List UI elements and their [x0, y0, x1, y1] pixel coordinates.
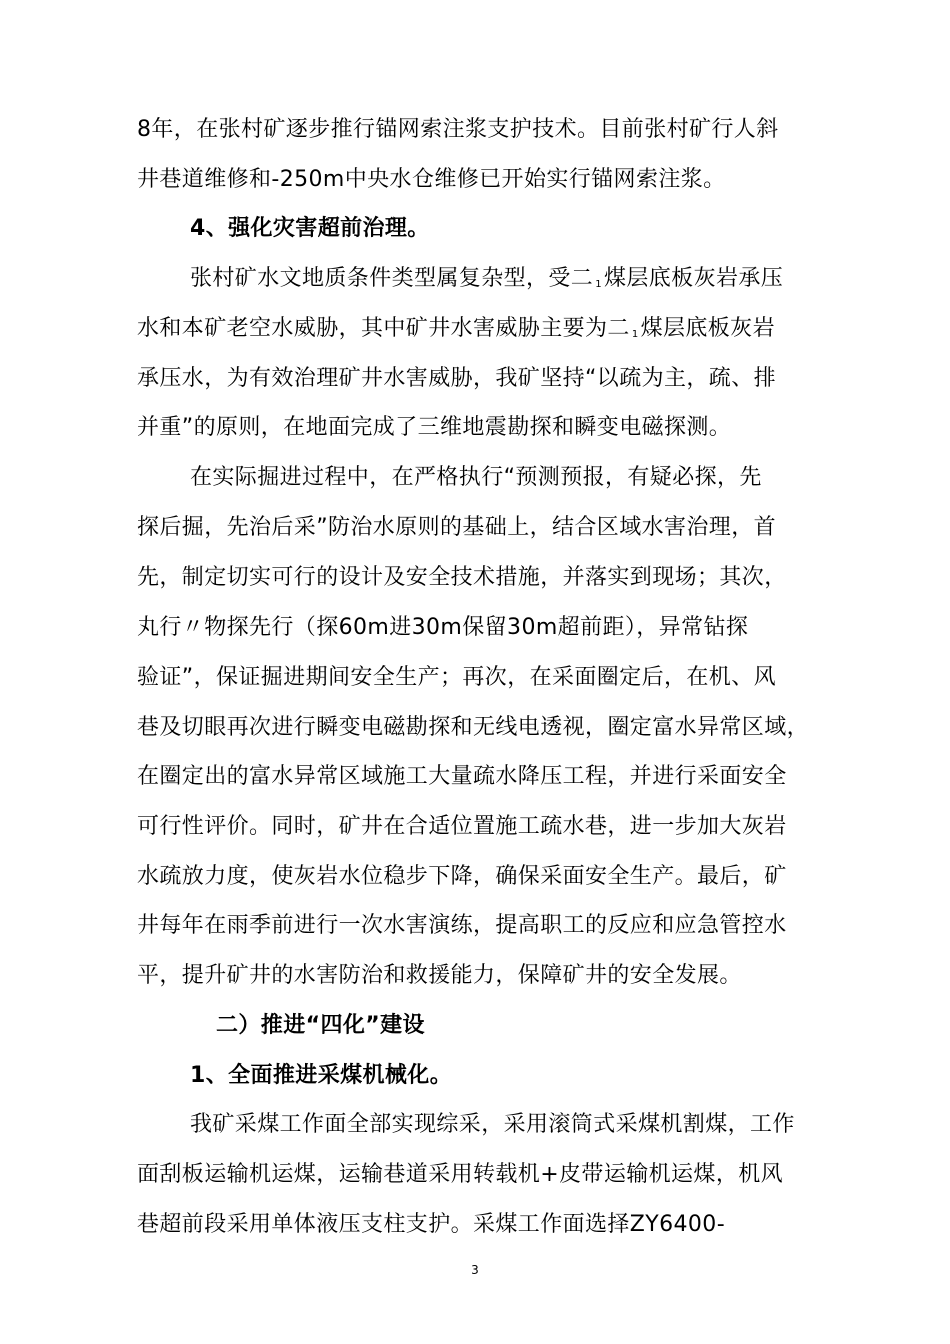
text-segment: 煤层底板灰岩承压	[603, 266, 784, 291]
text-line	[190, 264, 890, 300]
text-line: 丸行〃物探先行（探60m进30m保留30m超前距），异常钻探	[137, 615, 749, 640]
text-line: 探后掘，先治后采”防治水原则的基础上，结合区域水害治理，首	[137, 515, 776, 540]
subscript: 1	[631, 329, 639, 340]
text-line: 我矿采煤工作面全部实现综采，采用滚筒式采煤机割煤，工作	[190, 1112, 795, 1137]
text-line: 承压水，为有效治理矿井水害威胁，我矿坚持“以疏为主，疏、排	[137, 366, 776, 391]
subsection-heading: 4、强化灾害超前治理。	[190, 216, 430, 241]
page-number: 3	[471, 1263, 479, 1277]
text-segment: 水和本矿老空水威胁，其中矿井水害威胁主要为二	[137, 316, 630, 341]
text-line: 可行性评价。同时，矿井在合适位置施工疏水巷，进一步加大灰岩	[137, 814, 787, 839]
text-line: 先，制定切实可行的设计及安全技术措施，并落实到现场；其次，	[137, 565, 787, 590]
text-line: 验证”，保证掘进期间安全生产；再次，在采面圈定后，在机、风	[137, 665, 776, 690]
text-line: 巷及切眼再次进行瞬变电磁勘探和无线电透视，圈定富水异常区域，	[137, 715, 810, 740]
text-line	[137, 314, 837, 350]
subsection-heading: 1、全面推进采煤机械化。	[190, 1063, 453, 1088]
text-line: 在圈定出的富水异常区域施工大量疏水降压工程，并进行采面安全	[137, 764, 787, 789]
text-line: 平，提升矿井的水害防治和救援能力，保障矿井的安全发展。	[137, 963, 742, 988]
text-line: 井每年在雨季前进行一次水害演练，提高职工的反应和应急管控水	[137, 913, 787, 938]
text-line: 井巷道维修和-250m中央水仓维修已开始实行锚网索注浆。	[137, 167, 726, 192]
text-line: 水疏放力度，使灰岩水位稳步下降，确保采面安全生产。最后，矿	[137, 864, 787, 889]
subscript: 1	[595, 279, 602, 290]
text-segment: 煤层底板灰岩	[640, 316, 775, 341]
text-segment: 张村矿水文地质条件类型属复杂型，受二	[190, 266, 594, 291]
text-line: 并重”的原则，在地面完成了三维地震勘探和瞬变电磁探测。	[137, 415, 732, 440]
text-line: 8年，在张村矿逐步推行锚网索注浆支护技术。目前张村矿行人斜	[137, 117, 779, 142]
text-line: 面刮板运输机运煤，运输巷道采用转载机+皮带运输机运煤，机风	[137, 1162, 784, 1187]
text-line: 巷超前段采用单体液压支柱支护。采煤工作面选择ZY6400-	[137, 1212, 726, 1237]
text-line: 在实际掘进过程中，在严格执行“预测预报，有疑必探，先	[190, 465, 762, 490]
section-heading: 二）推进“四化”建设	[216, 1013, 425, 1038]
